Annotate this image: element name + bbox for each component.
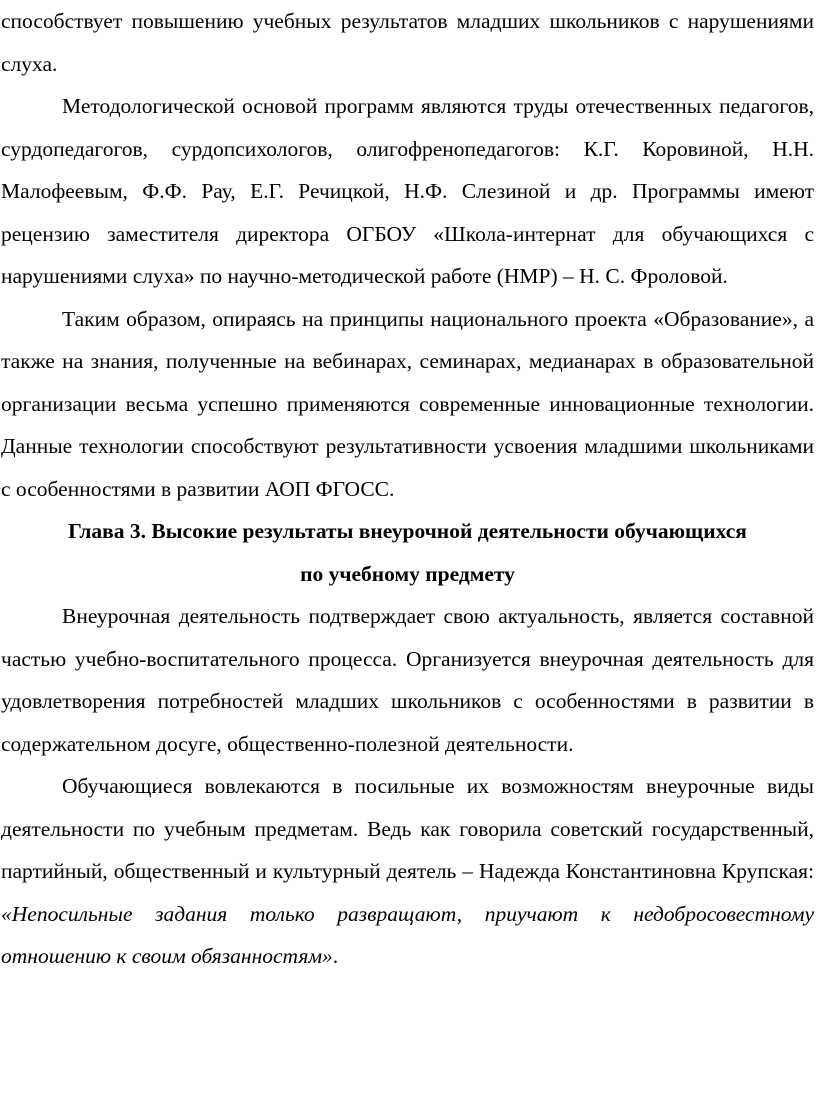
paragraph-krupskaya-end: . xyxy=(332,944,339,968)
chapter-heading-line1: Глава 3. Высокие результаты внеурочной деятельности обучающихся xyxy=(68,519,747,543)
paragraph-krupskaya xyxy=(1,765,814,978)
paragraph-continuation: способствует повышению учебных результатов младших школьников с нарушениями слуха. xyxy=(1,9,814,76)
paragraph-conclusion: Таким образом, опираясь на принципы национального проекта «Образование», а также на знания, полученные на вебинарах, семинарах, медианарах в образовательной организации весьма успешно применяются современные инновационные технологии. Данные технологии способствуют результативности усвоения младшими школьниками с особенностями в развитии АОП ФГОСС. xyxy=(1,306,814,501)
chapter-heading xyxy=(1,510,814,595)
paragraph-krupskaya-text: Обучающиеся вовлекаются в посильные их возможностям внеурочные виды деятельности по учебным предметам. Ведь как говорила советский государственный, партийный, общественный и культурный деятель – Надежда Константиновна Крупская: xyxy=(1,774,814,883)
paragraph-extracurricular: Внеурочная деятельность подтверждает свою актуальность, является составной частью учебно-воспитательного процесса. Организуется внеурочная деятельность для удовлетворения потребностей младших школьников с особенностями в развитии в содержательном досуге, общественно-полезной деятельности. xyxy=(1,604,814,756)
chapter-heading-line2: по учебному предмету xyxy=(300,561,515,586)
paragraph-methodology: Методологической основой программ являются труды отечественных педагогов, сурдопедагогов, сурдопсихологов, олигофренопедагогов: К.Г. Коровиной, Н.Н. Малофеевым, Ф.Ф. Рау, Е.Г. Речицкой, Н.Ф. Слезиной и др. Программы имеют рецензию заместителя директора ОГБОУ «Школа-интернат для обучающихся с нарушениями слуха» по научно-методической работе (НМР) – Н. С. Фроловой. xyxy=(1,94,814,288)
krupskaya-quote: «Непосильные задания только развращают, приучают к недобросовестному отношению к своим обязанностям» xyxy=(1,901,814,968)
